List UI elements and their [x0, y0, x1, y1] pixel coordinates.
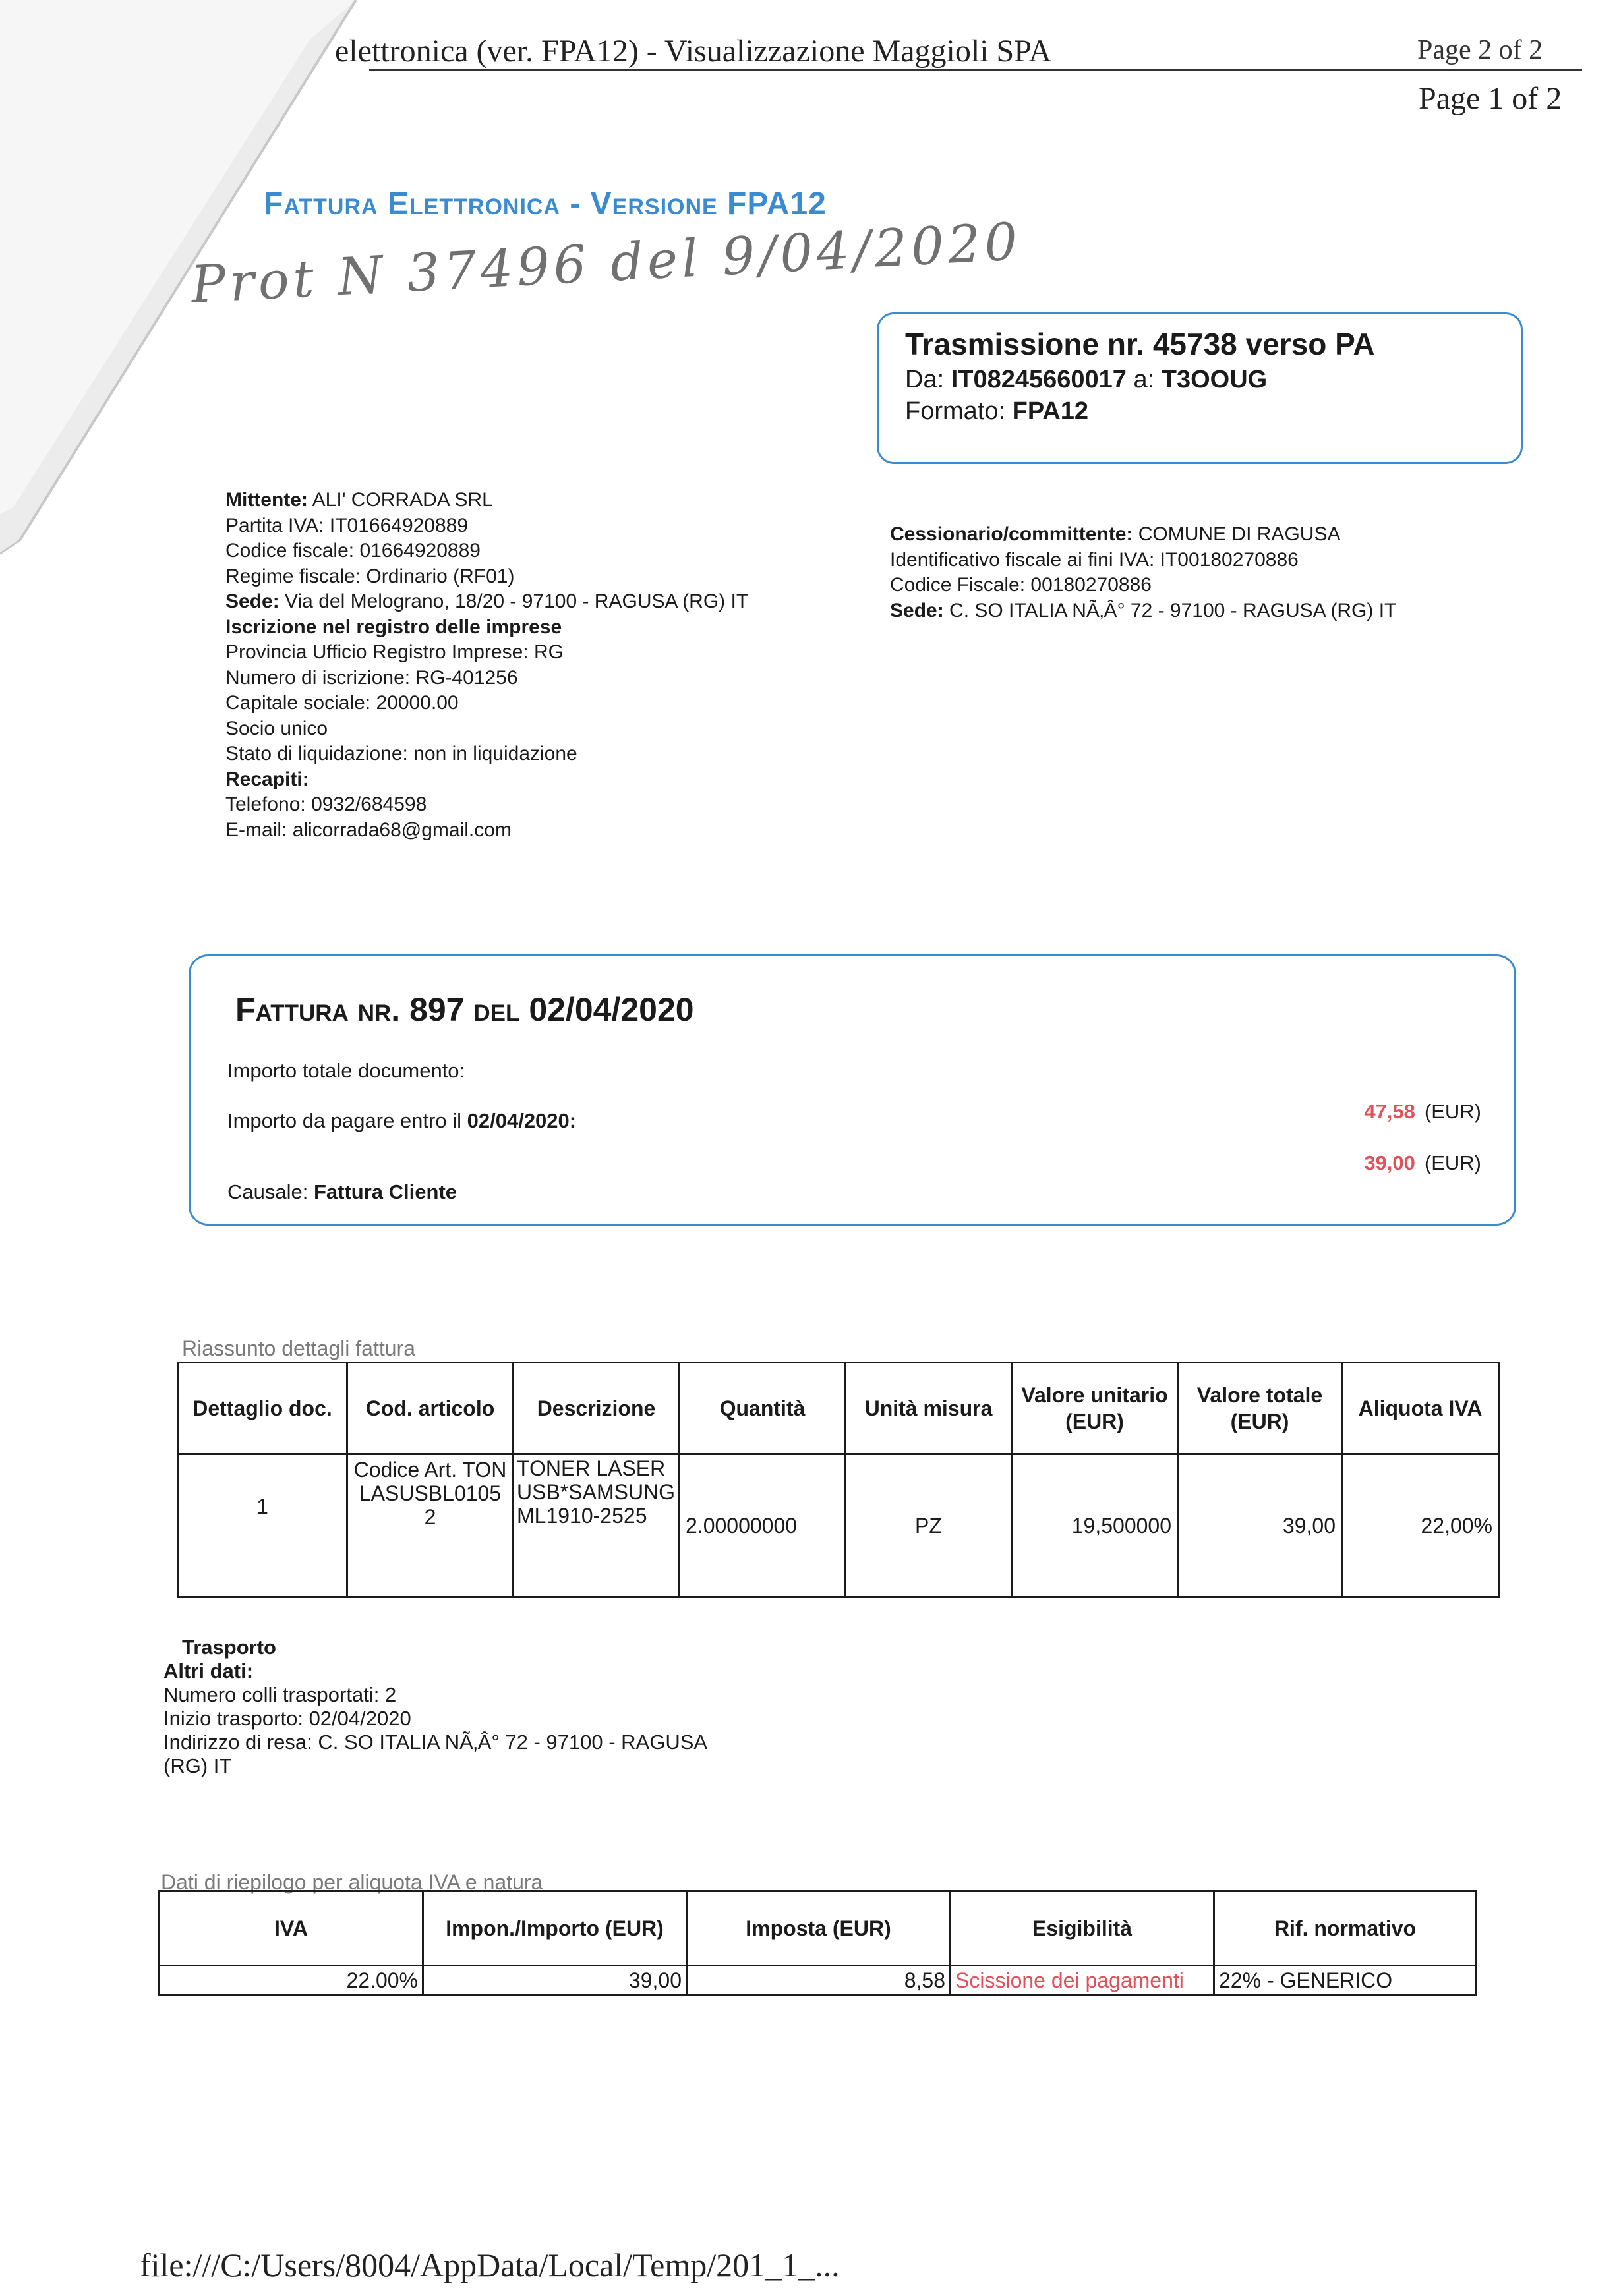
- transport-packages-line: [163, 1683, 707, 1707]
- details-header-row: [178, 1363, 1499, 1454]
- transport-other-line: [163, 1659, 707, 1683]
- transport-title: Trasporto: [182, 1636, 276, 1659]
- sender-phone-label: Telefono:: [225, 793, 306, 815]
- cell-vat-rate: 22,00%: [1342, 1454, 1499, 1597]
- receiver-vat-line: [890, 548, 1396, 573]
- cell-description: TONER LASER USB*SAMSUNG ML1910-2525: [514, 1454, 680, 1597]
- sender-fiscal-code-line: [225, 538, 748, 564]
- sender-tax-regime-label: Regime fiscale:: [225, 565, 361, 587]
- sender-seat: Via del Melograno, 18/20 - 97100 - RAGUSA (RG) IT: [285, 590, 749, 612]
- receiver-seat-line: [890, 598, 1396, 624]
- column-header-unit: Unità misura: [846, 1363, 1012, 1454]
- cell-unit: PZ: [846, 1454, 1012, 1597]
- sender-registry-heading: [225, 615, 748, 641]
- iva-summary-table: [158, 1890, 1477, 1996]
- transport-start-line: [163, 1707, 707, 1731]
- invoice-due-label: Importo da pagare entro il: [227, 1109, 461, 1132]
- iva-table-title: Dati di riepilogo per aliquota IVA e natura: [161, 1870, 543, 1894]
- sender-vat-label: Partita IVA:: [225, 514, 324, 536]
- receiver-fiscal-code-line: [890, 573, 1396, 598]
- receiver-seat: C. SO ITALIA NÃ‚Â° 72 - 97100 - RAGUSA (RG) IT: [949, 599, 1397, 621]
- column-header-quantity: Quantità: [680, 1363, 846, 1454]
- column-header-iva: IVA: [160, 1891, 423, 1966]
- invoice-due-amount-line: [1364, 1151, 1481, 1175]
- sender-contacts-heading: [225, 767, 748, 793]
- receiver-block: [890, 522, 1396, 623]
- transport-block: [163, 1636, 707, 1778]
- transmission-suffix: verso PA: [1245, 327, 1375, 361]
- sender-email: alicorrada68@gmail.com: [292, 818, 512, 841]
- sender-name: ALI' CORRADA SRL: [312, 489, 493, 511]
- transport-other-label: Altri dati:: [163, 1659, 254, 1682]
- transmission-format-label: Formato:: [905, 397, 1006, 425]
- invoice-due-date: 02/04/2020:: [467, 1109, 577, 1132]
- cell-quantity: 2.00000000: [680, 1454, 846, 1597]
- invoice-total-currency: (EUR): [1424, 1100, 1481, 1123]
- invoice-number: 897: [409, 991, 465, 1028]
- transmission-format: [905, 397, 1088, 426]
- column-header-description: Descrizione: [514, 1363, 680, 1454]
- sender-block: [225, 488, 748, 843]
- column-header-reference: Rif. normativo: [1214, 1891, 1477, 1966]
- cell-article-code: Codice Art. TONLASUSBL01052: [347, 1454, 514, 1597]
- sender-liquidation: non in liquidazione: [413, 743, 577, 764]
- transmission-number: 45738: [1152, 327, 1237, 361]
- sender-registry-province: RG: [533, 641, 564, 663]
- cell-line: 1: [178, 1454, 347, 1597]
- column-header-line: Dettaglio doc.: [178, 1363, 347, 1454]
- column-header-taxable: Impon./Importo (EUR): [423, 1891, 687, 1966]
- transmission-to-label: a:: [1133, 366, 1155, 393]
- receiver-fiscal-code: 00180270886: [1030, 574, 1152, 596]
- transport-delivery-address: C. SO ITALIA NÃ‚Â° 72 - 97100 - RAGUSA: [318, 1731, 708, 1754]
- table-row: [160, 1966, 1477, 1995]
- invoice-date: 02/04/2020: [529, 991, 694, 1028]
- cell-taxable: 39,00: [423, 1966, 687, 1995]
- invoice-total-label: Importo totale documento:: [227, 1059, 465, 1082]
- sender-sole-shareholder: Socio unico: [225, 717, 328, 739]
- transmission-line: [905, 326, 1375, 362]
- column-header-chargeability: Esigibilità: [951, 1891, 1214, 1966]
- transmission-to: T3OOUG: [1161, 366, 1268, 393]
- print-header-title: elettronica (ver. FPA12) - Visualizzazione Maggioli SPA: [335, 34, 1052, 69]
- column-header-tax: Imposta (EUR): [687, 1891, 951, 1966]
- transmission-box: [877, 312, 1523, 464]
- sender-share-capital-line: [225, 691, 748, 716]
- sender-liquidation-label: Stato di liquidazione:: [225, 743, 408, 764]
- invoice-due-currency: (EUR): [1424, 1151, 1481, 1174]
- cell-chargeability: Scissione dei pagamenti: [951, 1966, 1214, 1995]
- receiver-client: COMUNE DI RAGUSA: [1138, 523, 1341, 545]
- receiver-fiscal-code-label: Codice Fiscale:: [890, 574, 1026, 596]
- sender-registry-number-line: [225, 666, 748, 691]
- invoice-due-line: [227, 1109, 576, 1133]
- transport-delivery-line: [163, 1731, 707, 1754]
- sender-fiscal-code-label: Codice fiscale:: [225, 540, 355, 561]
- invoice-summary-box: [189, 954, 1516, 1226]
- cell-total-value: 39,00: [1178, 1454, 1342, 1597]
- sender-phone-line: [225, 792, 748, 818]
- sender-seat-line: [225, 589, 748, 615]
- invoice-due-amount: 39,00: [1364, 1151, 1415, 1174]
- transport-packages: 2: [384, 1683, 397, 1706]
- column-header-article-code: Cod. articolo: [347, 1363, 514, 1454]
- print-footer-url: file:///C:/Users/8004/AppData/Local/Temp/201_1_...: [140, 2247, 840, 2283]
- handwritten-protocol-note: Prot N 37496 del 9/04/2020: [189, 212, 1023, 315]
- transport-start-label: Inizio trasporto:: [163, 1707, 303, 1730]
- sender-phone: 0932/684598: [311, 793, 427, 815]
- invoice-title: [235, 990, 694, 1029]
- cell-iva-rate: 22.00%: [160, 1966, 423, 1995]
- receiver-vat-label: Identificativo fiscale ai fini IVA:: [890, 548, 1155, 571]
- details-table-title: Riassunto dettagli fattura: [182, 1336, 415, 1360]
- details-table: [177, 1362, 1500, 1598]
- cell-tax: 8,58: [687, 1966, 951, 1995]
- sender-email-line: [225, 818, 748, 844]
- transmission-from: IT08245660017: [951, 366, 1127, 393]
- sender-fiscal-code: 01664920889: [359, 540, 481, 561]
- transmission-label: Trasmissione nr.: [905, 327, 1145, 361]
- sender-liquidation-line: [225, 741, 748, 767]
- receiver-seat-label: Sede:: [890, 599, 944, 621]
- sender-registry-province-line: [225, 640, 748, 666]
- invoice-cause-line: [227, 1180, 457, 1204]
- sender-registry-province-label: Provincia Ufficio Registro Imprese:: [225, 641, 529, 663]
- invoice-total-amount-line: [1364, 1100, 1481, 1124]
- invoice-date-label: del: [473, 991, 520, 1028]
- page-label-back: Page 2 of 2: [1417, 35, 1543, 65]
- sender-name-line: [225, 488, 748, 513]
- table-row: [178, 1454, 1499, 1597]
- sender-share-capital: 20000.00: [376, 692, 459, 714]
- document-title-text: Fattura Elettronica - Versione FPA12: [264, 187, 827, 221]
- sender-tax-regime: Ordinario (RF01): [366, 565, 515, 587]
- sender-vat-line: [225, 513, 748, 539]
- cell-unit-value: 19,500000: [1012, 1454, 1178, 1597]
- transport-title-line: [163, 1636, 707, 1659]
- invoice-cause: Fattura Cliente: [313, 1180, 457, 1203]
- sender-contacts-label: Recapiti:: [225, 768, 309, 790]
- iva-header-row: [160, 1891, 1477, 1966]
- document-title: [264, 186, 827, 222]
- transmission-from-label: Da:: [905, 366, 945, 393]
- header-divider: [369, 69, 1582, 71]
- receiver-vat: IT00180270886: [1160, 548, 1299, 571]
- sender-registry-number-label: Numero di iscrizione:: [225, 666, 411, 689]
- sender-seat-label: Sede:: [225, 590, 280, 612]
- transport-delivery-line-2: (RG) IT: [163, 1754, 232, 1777]
- column-header-total-value: Valore totale (EUR): [1178, 1363, 1342, 1454]
- transport-start: 02/04/2020: [309, 1707, 411, 1730]
- transmission-route: [905, 366, 1267, 394]
- invoice-total-amount: 47,58: [1364, 1100, 1415, 1123]
- transmission-format-value: FPA12: [1012, 397, 1089, 425]
- invoice-title-label: Fattura nr.: [235, 991, 401, 1028]
- column-header-unit-value: Valore unitario (EUR): [1012, 1363, 1178, 1454]
- cell-reference: 22% - GENERICO: [1214, 1966, 1477, 1995]
- transport-delivery-label: Indirizzo di resa:: [163, 1731, 312, 1754]
- receiver-client-line: [890, 522, 1396, 548]
- sender-tax-regime-line: [225, 564, 748, 590]
- transport-packages-label: Numero colli trasportati:: [163, 1683, 380, 1706]
- receiver-client-label: Cessionario/committente:: [890, 523, 1133, 545]
- sender-email-label: E-mail:: [225, 818, 287, 841]
- invoice-cause-label: Causale:: [227, 1180, 309, 1203]
- sender-name-label: Mittente:: [225, 489, 308, 511]
- page-label: Page 1 of 2: [1419, 81, 1562, 116]
- sender-registry-label: Iscrizione nel registro delle imprese: [225, 616, 562, 638]
- sender-vat: IT01664920889: [329, 514, 469, 536]
- column-header-vat-rate: Aliquota IVA: [1342, 1363, 1499, 1454]
- sender-share-capital-label: Capitale sociale:: [225, 692, 371, 714]
- sender-registry-number: RG-401256: [415, 666, 518, 689]
